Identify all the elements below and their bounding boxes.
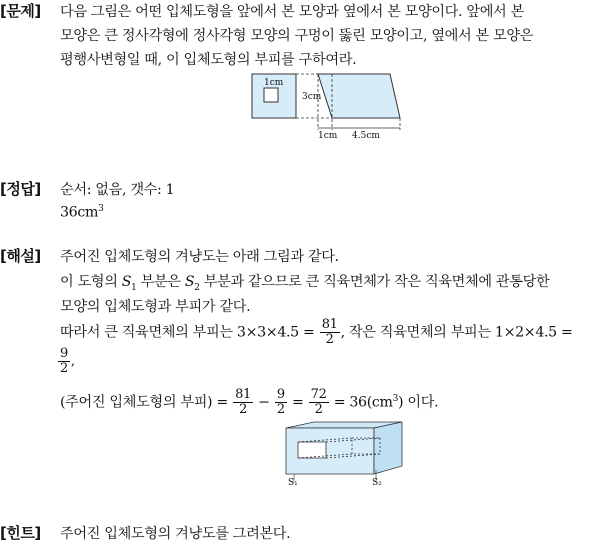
hint-line: 주어진 입체도형의 겨냥도를 그려본다. — [60, 526, 291, 542]
answer-line-2: $36cm^3$ — [60, 204, 104, 221]
solid-side-face — [374, 422, 402, 474]
explanation-line-1: 주어진 입체도형의 겨냥도는 아래 그림과 같다. — [60, 249, 339, 265]
hint-tag: [힌트] — [0, 524, 41, 542]
problem-line-1: 다음 그림은 어떤 입체도형을 앞에서 본 모양과 옆에서 본 모양이다. 앞에서 본 — [60, 4, 524, 20]
label-s2: S₂ — [372, 478, 382, 488]
label-height: 3cm — [302, 92, 322, 102]
label-bottom-right: 4.5cm — [352, 131, 380, 141]
problem-tag: [문제] — [0, 2, 41, 20]
explanation-line-2: 이 도형의 $S_1$ 부분은 $S_2$ 부분과 같으므로 큰 직육면체가 작은 직육면체에 관통당한 — [60, 274, 550, 293]
side-view-parallelogram — [318, 74, 400, 118]
answer-line-1: 순서: 없음, 갯수: 1 — [60, 182, 175, 198]
explanation-line-4: 따라서 큰 직육면체의 부피는 3×3×4.5 = $\frac{81}{2}$ , 작은 직육면체의 부피는 1×2×4.5 = — [60, 317, 573, 347]
front-view-hole — [264, 88, 278, 102]
explanation-line-3: 모양의 입체도형과 부피가 같다. — [60, 299, 251, 315]
answer-tag: [정답] — [0, 180, 41, 198]
hole-front — [298, 442, 326, 458]
label-bottom-left: 1cm — [318, 131, 338, 141]
problem-line-2: 모양은 큰 정사각형에 정사각형 모양의 구멍이 뚫린 모양이고, 옆에서 본 모양은 — [60, 28, 534, 44]
problem-line-3: 평행사변형일 때, 이 입체도형의 부피를 구하여라. — [60, 52, 357, 68]
explanation-line-6: (주어진 입체도형의 부피) = $\frac{81}{2}$ − $\frac{9}{2}$ = $\frac{72}{2}$ = $36(cm^3)$ 이다. — [60, 387, 439, 417]
explanation-tag: [해설] — [0, 247, 41, 265]
label-s1: S₁ — [288, 478, 298, 488]
explanation-line-5: $\frac{9}{2}$ , — [60, 346, 75, 376]
label-hole-size: 1cm — [264, 78, 284, 88]
